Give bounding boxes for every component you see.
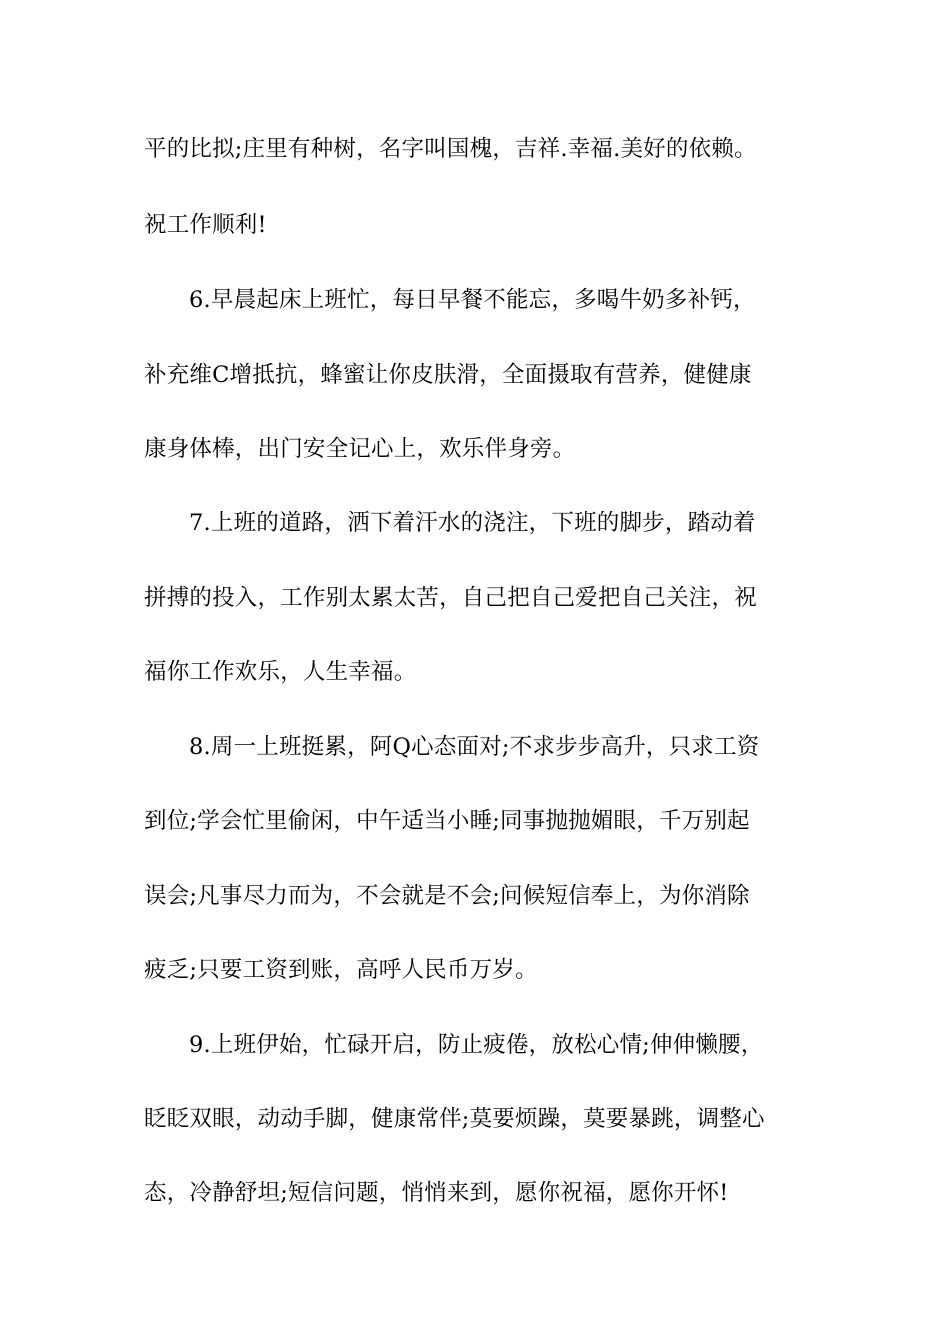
paragraph-6-line-1: 6.早晨起床上班忙，每日早餐不能忘，多喝牛奶多补钙， bbox=[189, 287, 756, 313]
paragraph-8-line-3: 误会;凡事尽力而为，不会就是不会;问候短信奉上，为你消除 bbox=[144, 883, 750, 909]
paragraph-7-line-2: 拼搏的投入，工作别太累太苦，自己把自己爱把自己关注，祝 bbox=[144, 585, 757, 611]
paragraph-6-line-3: 康身体棒，出门安全记心上，欢乐伴身旁。 bbox=[144, 436, 576, 462]
paragraph-8-line-1: 8.周一上班挺累，阿Q心态面对;不求步步高升，只求工资 bbox=[189, 734, 760, 760]
paragraph-8-line-2: 到位;学会忙里偷闲，中午适当小睡;同事抛抛媚眼，千万别起 bbox=[144, 808, 750, 834]
paragraph-9-line-2: 眨眨双眼，动动手脚，健康常伴;莫要烦躁，莫要暴跳，调整心 bbox=[144, 1106, 765, 1132]
text-line-1: 平的比拟;庄里有种树，名字叫国槐，吉祥.幸福.美好的依赖。 bbox=[144, 136, 757, 162]
paragraph-7-line-1: 7.上班的道路，洒下着汗水的浇注，下班的脚步，踏动着 bbox=[189, 510, 756, 536]
paragraph-8-line-4: 疲乏;只要工资到账，高呼人民币万岁。 bbox=[144, 957, 538, 983]
paragraph-6-line-2: 补充维C增抵抗，蜂蜜让你皮肤滑，全面摄取有营养，健健康 bbox=[144, 362, 752, 388]
text-line-2: 祝工作顺利! bbox=[144, 212, 267, 238]
paragraph-9-line-3: 态，冷静舒坦;短信问题，悄悄来到，愿你祝福，愿你开怀! bbox=[144, 1180, 729, 1206]
paragraph-9-line-1: 9.上班伊始，忙碌开启，防止疲倦，放松心情;伸伸懒腰， bbox=[189, 1032, 764, 1058]
paragraph-7-line-3: 福你工作欢乐，人生幸福。 bbox=[144, 659, 417, 685]
